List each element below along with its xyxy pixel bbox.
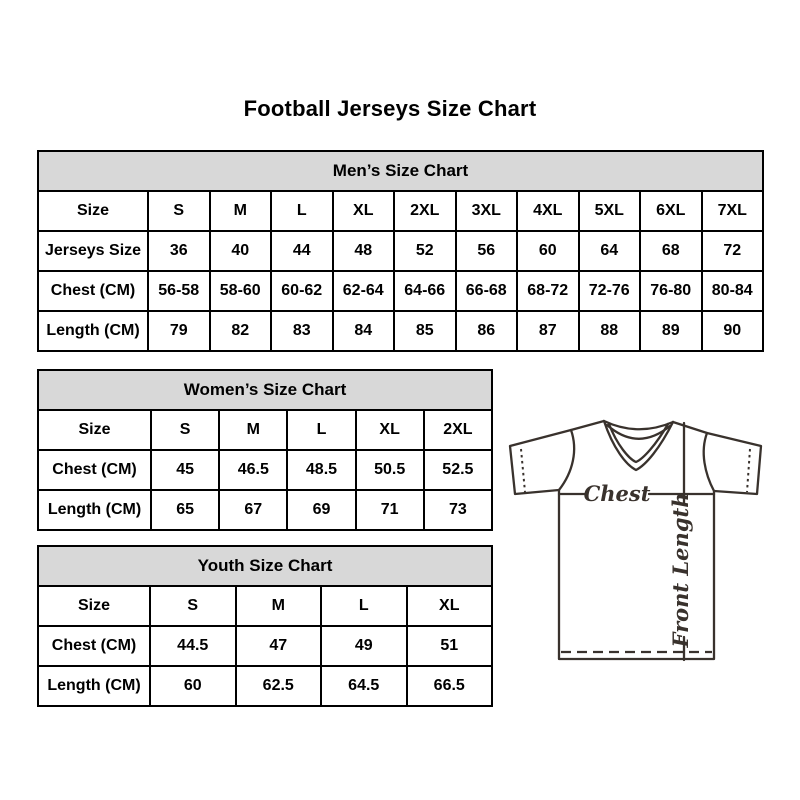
cell-value: 88 <box>579 311 641 351</box>
cell-value: 58-60 <box>210 271 272 311</box>
cell-value: 44 <box>271 231 333 271</box>
cell-value: 60-62 <box>271 271 333 311</box>
table-row <box>38 271 763 311</box>
table-title: Women’s Size Chart <box>38 370 492 410</box>
size-column-header: 2XL <box>424 410 492 450</box>
cell-value: 72 <box>702 231 764 271</box>
cell-value: 46.5 <box>219 450 287 490</box>
table-title-row <box>38 151 763 191</box>
row-label-header: Size <box>38 191 148 231</box>
row-label: Length (CM) <box>38 490 151 530</box>
table-title: Youth Size Chart <box>38 546 492 586</box>
front-length-label: Front Length <box>668 492 693 648</box>
youth-size-table <box>37 545 493 707</box>
column-header-row <box>38 410 492 450</box>
row-label: Chest (CM) <box>38 271 148 311</box>
size-column-header: M <box>210 191 272 231</box>
size-column-header: XL <box>407 586 493 626</box>
size-column-header: S <box>150 586 236 626</box>
size-column-header: 7XL <box>702 191 764 231</box>
cell-value: 87 <box>517 311 579 351</box>
cell-value: 62-64 <box>333 271 395 311</box>
cell-value: 60 <box>517 231 579 271</box>
cell-value: 64.5 <box>321 666 407 706</box>
left-cuff-seam <box>521 449 525 492</box>
jersey-outline <box>510 421 761 659</box>
cell-value: 69 <box>287 490 355 530</box>
table-row <box>38 450 492 490</box>
cell-value: 84 <box>333 311 395 351</box>
cell-value: 65 <box>151 490 219 530</box>
left-armhole-seam <box>559 430 574 490</box>
table-row <box>38 666 492 706</box>
cell-value: 44.5 <box>150 626 236 666</box>
mens-size-table <box>37 150 764 352</box>
cell-value: 64 <box>579 231 641 271</box>
size-column-header: XL <box>333 191 395 231</box>
row-label-header: Size <box>38 410 151 450</box>
cell-value: 66-68 <box>456 271 518 311</box>
row-label-header: Size <box>38 586 150 626</box>
collar-back-outer-curve <box>604 421 673 429</box>
cell-value: 62.5 <box>236 666 322 706</box>
row-label: Chest (CM) <box>38 626 150 666</box>
size-column-header: 3XL <box>456 191 518 231</box>
table-row <box>38 490 492 530</box>
cell-value: 67 <box>219 490 287 530</box>
cell-value: 66.5 <box>407 666 493 706</box>
table-title: Men’s Size Chart <box>38 151 763 191</box>
cell-value: 86 <box>456 311 518 351</box>
column-header-row <box>38 191 763 231</box>
size-column-header: L <box>271 191 333 231</box>
right-armhole-seam <box>704 433 714 491</box>
row-label: Length (CM) <box>38 666 150 706</box>
size-column-header: S <box>151 410 219 450</box>
cell-value: 56-58 <box>148 271 210 311</box>
size-column-header: 4XL <box>517 191 579 231</box>
row-label: Length (CM) <box>38 311 148 351</box>
cell-value: 49 <box>321 626 407 666</box>
cell-value: 85 <box>394 311 456 351</box>
cell-value: 56 <box>456 231 518 271</box>
right-cuff-seam <box>747 449 750 492</box>
row-label: Chest (CM) <box>38 450 151 490</box>
table-row <box>38 231 763 271</box>
size-column-header: 2XL <box>394 191 456 231</box>
cell-value: 89 <box>640 311 702 351</box>
cell-value: 45 <box>151 450 219 490</box>
cell-value: 48 <box>333 231 395 271</box>
cell-value: 68-72 <box>517 271 579 311</box>
size-column-header: 5XL <box>579 191 641 231</box>
page-title: Football Jerseys Size Chart <box>243 96 537 121</box>
cell-value: 48.5 <box>287 450 355 490</box>
size-column-header: M <box>236 586 322 626</box>
size-column-header: M <box>219 410 287 450</box>
cell-value: 68 <box>640 231 702 271</box>
cell-value: 76-80 <box>640 271 702 311</box>
size-column-header: 6XL <box>640 191 702 231</box>
cell-value: 83 <box>271 311 333 351</box>
cell-value: 64-66 <box>394 271 456 311</box>
cell-value: 72-76 <box>579 271 641 311</box>
cell-value: 71 <box>356 490 424 530</box>
size-column-header: XL <box>356 410 424 450</box>
size-column-header: S <box>148 191 210 231</box>
size-column-header: L <box>321 586 407 626</box>
table-row <box>38 626 492 666</box>
cell-value: 40 <box>210 231 272 271</box>
cell-value: 52.5 <box>424 450 492 490</box>
row-label: Jerseys Size <box>38 231 148 271</box>
column-header-row <box>38 586 492 626</box>
cell-value: 73 <box>424 490 492 530</box>
cell-value: 50.5 <box>356 450 424 490</box>
size-column-header: L <box>287 410 355 450</box>
table-title-row <box>38 546 492 586</box>
cell-value: 60 <box>150 666 236 706</box>
cell-value: 79 <box>148 311 210 351</box>
cell-value: 82 <box>210 311 272 351</box>
cell-value: 90 <box>702 311 764 351</box>
womens-size-table <box>37 369 493 531</box>
cell-value: 51 <box>407 626 493 666</box>
cell-value: 36 <box>148 231 210 271</box>
table-title-row <box>38 370 492 410</box>
table-row <box>38 311 763 351</box>
cell-value: 52 <box>394 231 456 271</box>
chest-label: Chest <box>583 481 651 506</box>
cell-value: 80-84 <box>702 271 764 311</box>
jersey-measurement-diagram <box>499 404 771 676</box>
cell-value: 47 <box>236 626 322 666</box>
